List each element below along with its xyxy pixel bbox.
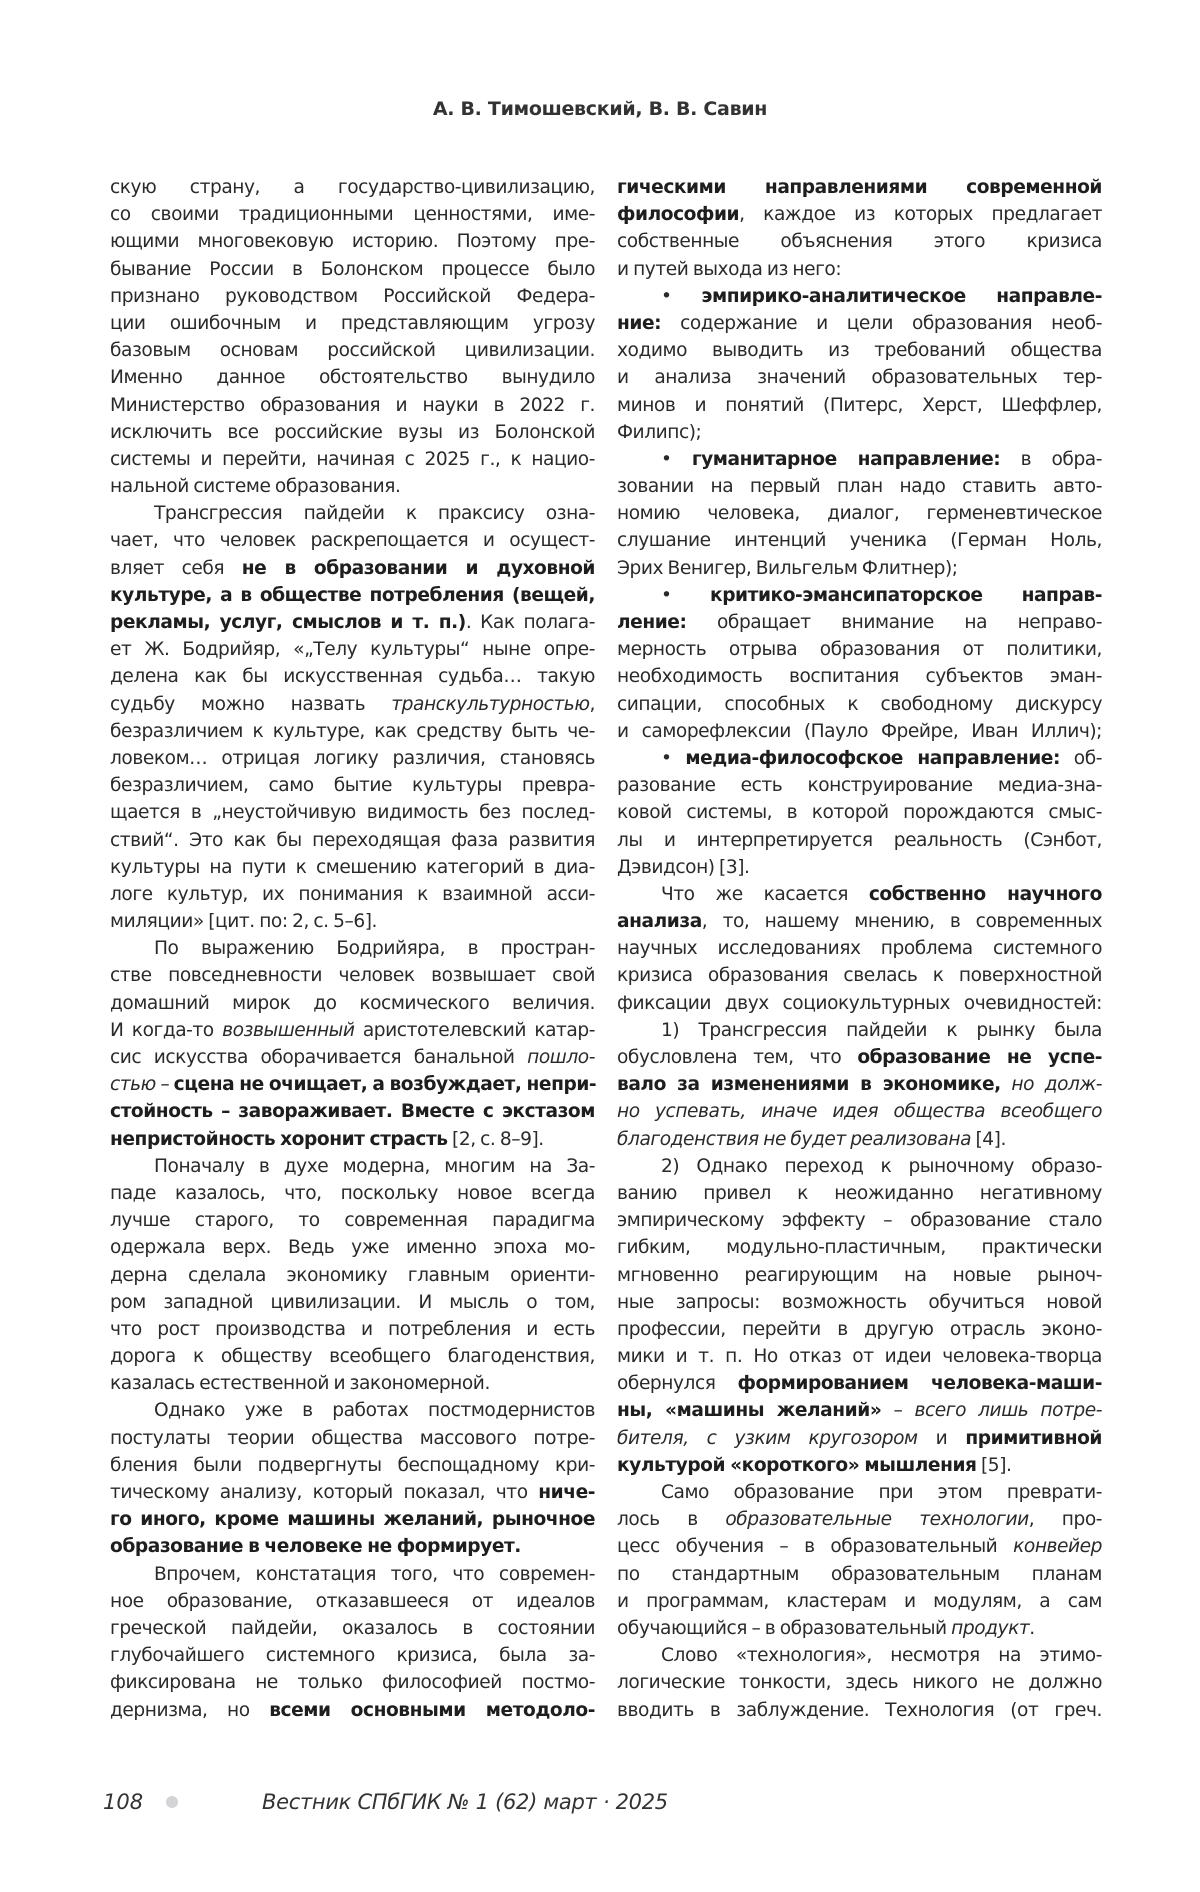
text-line — [617, 364, 1102, 391]
text-run: номию человека, диалог, герменевтическое — [617, 503, 1102, 525]
text-run: • — [661, 584, 711, 606]
text-line — [110, 609, 595, 636]
bold-text: ление: — [617, 612, 687, 633]
italic-text: транскультурностью — [391, 693, 590, 715]
text-line — [617, 691, 1102, 718]
text-line — [617, 1533, 1102, 1560]
text-run: системы и перейти, начиная с 2025 г., к нацио- — [110, 448, 595, 470]
text-run: ванию привел к неожиданно негативному — [617, 1182, 1102, 1204]
text-line — [617, 663, 1102, 690]
text-column-left — [110, 174, 595, 1724]
text-line — [110, 935, 595, 962]
text-run — [1001, 1074, 1012, 1095]
text-run: стве повседневности человек возвышает свой — [110, 965, 595, 987]
text-line — [110, 1370, 595, 1397]
text-line — [110, 174, 595, 201]
bold-text: сцена не очищает, а возбуждает, непри- — [173, 1074, 597, 1096]
text-run: мики и т. п. Но отказ от идеи человека-творца — [617, 1346, 1102, 1368]
bold-text: анализа — [617, 911, 702, 933]
text-line — [617, 337, 1102, 364]
bold-text: формированием человека-маши- — [737, 1373, 1102, 1395]
text-line — [110, 1479, 595, 1506]
text-line — [110, 1669, 595, 1696]
text-line — [617, 609, 1102, 636]
text-line — [617, 1561, 1102, 1588]
bold-text: образование в человеке не формирует. — [110, 1536, 521, 1558]
text-run: щается в „неустойчивую видимость без послед- — [110, 802, 595, 824]
text-line — [617, 745, 1102, 772]
text-run: профессии, перейти в другую отрасль эконо- — [617, 1318, 1102, 1340]
text-line — [617, 772, 1102, 799]
text-run: фиксации двух социокультурных очевидностей: — [617, 992, 1102, 1014]
bold-text: го иного, кроме машины желаний, рыночное — [110, 1509, 595, 1531]
text-line — [110, 1642, 595, 1669]
text-line — [617, 1370, 1102, 1397]
text-run: домашний мирок до космического величия. — [110, 992, 595, 1014]
text-run: базовым основам российской цивилизации. — [110, 340, 595, 362]
text-line — [110, 1207, 595, 1234]
text-run: 1) Трансгрессия пайдейи к рынку была — [661, 1019, 1102, 1041]
text-line — [617, 310, 1102, 337]
bold-text: философии — [617, 204, 740, 226]
text-run: Трансгрессия пайдейи к праксису озна- — [154, 503, 595, 525]
text-run: . — [1029, 1617, 1035, 1639]
text-line — [110, 799, 595, 826]
text-line — [617, 908, 1102, 935]
bold-text: всеми основными методоло- — [269, 1699, 595, 1721]
text-run: и путей выхода из него: — [617, 258, 842, 280]
text-line — [617, 1098, 1102, 1125]
text-line — [617, 854, 1102, 881]
text-line — [110, 1262, 595, 1289]
text-line — [617, 636, 1102, 663]
text-line — [110, 990, 595, 1017]
text-line — [617, 1425, 1102, 1452]
text-run: цесс обучения – в образовательный — [617, 1536, 1014, 1558]
text-line — [617, 1017, 1102, 1044]
text-run: тическому анализу, который показал, что — [110, 1482, 539, 1503]
text-line — [110, 555, 595, 582]
text-line — [617, 1262, 1102, 1289]
text-line — [110, 718, 595, 745]
text-run: делена как бы искусственная судьба… такую — [110, 666, 595, 688]
text-line — [617, 1588, 1102, 1615]
text-run: Поначалу в духе модерна, многим на За- — [154, 1155, 595, 1177]
text-line — [110, 1615, 595, 1642]
text-line — [110, 636, 595, 663]
text-run: разование есть конструирование медиа-зна- — [617, 775, 1102, 797]
text-run: вводить в заблуждение. Технология (от греч. — [617, 1699, 1102, 1721]
text-line — [110, 1098, 595, 1125]
text-line — [110, 1343, 595, 1370]
bold-text: ны, «машины желаний» — [617, 1400, 882, 1422]
page-number: 108 — [103, 1790, 144, 1814]
text-run: мгновенно реагирующим на новые рыноч- — [617, 1264, 1102, 1286]
text-run: кризиса образования свелась к поверхностной — [617, 965, 1102, 987]
text-run: лы и интерпретируется реальность (Сэнбот, — [617, 829, 1102, 851]
text-run: по стандартным образовательным планам — [617, 1563, 1102, 1585]
text-run: и анализа значений образовательных тер- — [617, 367, 1102, 389]
journal-issue-label: Вестник СПбГИК № 1 (62) март · 2025 — [262, 1790, 668, 1814]
italic-text: стью — [110, 1074, 156, 1096]
text-run: обусловлена тем, что — [617, 1047, 858, 1068]
text-line — [110, 1316, 595, 1343]
text-line — [110, 827, 595, 854]
text-line — [110, 908, 595, 935]
text-line — [617, 962, 1102, 989]
text-run: одержала верх. Ведь уже именно эпоха мо- — [110, 1237, 595, 1259]
text-line — [110, 962, 595, 989]
text-run: и саморефлексии (Пауло Фрейре, Иван Иллич); — [617, 720, 1102, 742]
text-line — [110, 1126, 595, 1153]
text-run: ром западной цивилизации. И мысль о том, — [110, 1291, 595, 1313]
text-line — [110, 854, 595, 881]
text-run: скую страну, а государство-цивилизацию, — [110, 177, 595, 198]
text-run: , про- — [1028, 1509, 1103, 1531]
text-line — [617, 527, 1102, 554]
text-run: [5]. — [976, 1454, 1012, 1476]
text-run: Дэвидсон) [3]. — [617, 856, 750, 878]
text-line — [110, 473, 595, 500]
text-line — [617, 419, 1102, 446]
text-run: об- — [1059, 747, 1102, 769]
text-run: Министерство образования и науки в 2022 г. — [110, 394, 595, 416]
italic-text: пошло- — [527, 1047, 595, 1068]
text-run: и программам, кластерам и модулям, а сам — [617, 1590, 1102, 1612]
text-run: обернулся — [617, 1373, 738, 1395]
italic-text: но долж- — [1011, 1074, 1103, 1096]
text-line — [617, 1669, 1102, 1696]
text-run: слушание интенций ученика (Герман Ноль, — [617, 530, 1102, 552]
text-line — [110, 1588, 595, 1615]
text-line — [617, 228, 1102, 255]
bold-text: ние: — [617, 312, 662, 334]
text-line — [617, 935, 1102, 962]
text-run: Филипс); — [617, 421, 702, 443]
text-line — [110, 419, 595, 446]
bold-text: образование не успе- — [857, 1047, 1102, 1068]
text-run: • — [661, 448, 692, 470]
bold-text: непристойность хоронит страсть — [110, 1128, 448, 1150]
text-line — [110, 1234, 595, 1261]
text-line — [617, 582, 1102, 609]
text-run: Однако уже в работах постмодернистов — [154, 1400, 595, 1422]
text-run: ходимо выводить из требований общества — [617, 340, 1102, 362]
bold-text: критико-эмансипаторское направ- — [710, 584, 1102, 606]
text-line — [110, 1506, 595, 1533]
text-run: мерность отрыва образования от политики, — [617, 639, 1102, 661]
text-run: , то, нашему мнению, в современных — [701, 911, 1102, 933]
text-run: чает, что человек раскрепощается и осущест- — [110, 530, 595, 552]
text-run: лучше старого, то современная парадигма — [110, 1210, 595, 1232]
text-line — [617, 1697, 1102, 1724]
text-run: . Как полага- — [465, 612, 596, 633]
text-run: Само образование при этом преврати- — [661, 1482, 1102, 1503]
text-line — [617, 1397, 1102, 1424]
bold-text: примитивной — [965, 1427, 1102, 1449]
text-run: – — [155, 1074, 174, 1096]
text-line — [110, 745, 595, 772]
text-run: ющими многовековую историю. Поэтому пре- — [110, 231, 595, 253]
text-line — [617, 799, 1102, 826]
text-run: и — [917, 1427, 966, 1449]
text-run: сипации, способных к свободному дискурсу — [617, 693, 1102, 715]
text-run: , каждое из которых предлагает — [739, 204, 1102, 226]
text-run: лось в — [617, 1509, 726, 1531]
text-line — [110, 663, 595, 690]
text-run: бления были подвергнуты беспощадному кри- — [110, 1454, 595, 1476]
text-line — [110, 1153, 595, 1180]
italic-text: всего лишь потре- — [914, 1400, 1102, 1422]
running-head-authors: А. В. Тимошевский, В. В. Савин — [432, 98, 768, 120]
text-run: дерна сделала экономику главным ориенти- — [110, 1264, 595, 1286]
text-run: – — [881, 1400, 915, 1422]
text-run: обращает внимание на неправо- — [686, 612, 1102, 633]
text-run: греческой пайдейи, оказалось в состоянии — [110, 1617, 595, 1639]
text-run: обучающийся – в образовательный — [617, 1617, 952, 1639]
text-line — [617, 1044, 1102, 1071]
text-line — [617, 1343, 1102, 1370]
text-line — [110, 256, 595, 283]
text-line — [617, 1289, 1102, 1316]
text-line — [110, 364, 595, 391]
text-line — [617, 1180, 1102, 1207]
text-column-right — [617, 174, 1102, 1724]
text-line — [110, 1561, 595, 1588]
text-run: гибким, модульно-пластичным, практически — [617, 1237, 1102, 1259]
text-line — [110, 500, 595, 527]
text-run: миляции» [цит. по: 2, с. 5–6]. — [110, 911, 377, 933]
bold-text: медиа-философское направление: — [685, 747, 1060, 769]
text-line — [110, 228, 595, 255]
text-run: аристотелевский катар- — [354, 1019, 595, 1041]
text-line — [110, 1289, 595, 1316]
text-run: ное образование, отказавшееся от идеалов — [110, 1590, 595, 1612]
text-run: ет Ж. Бодрийяр, «„Телу культуры“ ныне опре- — [110, 639, 595, 661]
text-run: 2) Однако переход к рыночному образо- — [661, 1155, 1102, 1177]
text-line — [110, 201, 595, 228]
text-run: Впрочем, констатация того, что современ- — [154, 1563, 595, 1585]
text-line — [617, 446, 1102, 473]
text-line — [617, 1234, 1102, 1261]
italic-text: возвышенный — [222, 1019, 355, 1041]
text-line — [617, 1126, 1102, 1153]
text-run: нальной системе образования. — [110, 476, 401, 498]
text-run: дернизма, но — [110, 1699, 270, 1721]
text-line — [110, 1452, 595, 1479]
text-run: в обра- — [1000, 448, 1102, 470]
text-line — [617, 1642, 1102, 1669]
text-line — [617, 1153, 1102, 1180]
text-line — [110, 446, 595, 473]
text-line — [110, 881, 595, 908]
text-line — [110, 1425, 595, 1452]
text-line — [617, 1615, 1102, 1642]
text-run: ции ошибочным и представляющим угрозу — [110, 312, 595, 334]
text-line — [617, 1479, 1102, 1506]
text-line — [110, 1697, 595, 1724]
text-run: • — [661, 285, 702, 307]
text-run: Именно данное обстоятельство вынудило — [110, 367, 595, 389]
text-run: вляет себя — [110, 557, 242, 579]
bold-text: стойность – завораживает. Вместе с экстазом — [110, 1101, 595, 1123]
text-run: дорога к обществу всеобщего благоденствия, — [110, 1346, 595, 1368]
text-line — [617, 718, 1102, 745]
text-run: По выражению Бодрийяра, в простран- — [154, 938, 595, 960]
page-footer — [0, 1790, 1200, 1820]
bold-text: гуманитарное направление: — [691, 448, 1001, 470]
text-run: собственные объяснения этого кризиса — [617, 231, 1102, 253]
text-run: фиксирована не только философией постмо- — [110, 1672, 595, 1694]
text-run: [4]. — [971, 1128, 1006, 1150]
text-run: зовании на первый план надо ставить авто- — [617, 476, 1102, 498]
italic-text: продукт — [951, 1617, 1030, 1639]
bold-text: культурой «короткого» мышления — [617, 1454, 977, 1476]
text-line — [617, 1071, 1102, 1098]
text-line — [110, 337, 595, 364]
text-run: необходимость воспитания субъектов эман- — [617, 666, 1102, 688]
bold-text: не в образовании и духовной — [241, 557, 595, 579]
text-line — [617, 283, 1102, 310]
text-line — [110, 772, 595, 799]
text-run: научных исследованиях проблема системного — [617, 938, 1102, 960]
italic-text: бителя, с узким кругозором — [617, 1427, 918, 1449]
italic-text: благоденствия не будет реализована — [617, 1128, 972, 1150]
text-line — [617, 256, 1102, 283]
text-run: безразличием, само бытие культуры превра- — [110, 775, 595, 797]
text-run: ловеком… отрицая логику различия, становясь — [110, 747, 595, 769]
text-run: Что же касается — [661, 883, 869, 905]
text-line — [110, 283, 595, 310]
text-run: Слово «технология», несмотря на этимо- — [661, 1645, 1102, 1667]
text-line — [617, 555, 1102, 582]
text-run: паде казалось, что, поскольку новое всегда — [110, 1182, 595, 1204]
text-run: ствий“. Это как бы переходящая фаза развития — [110, 829, 595, 851]
text-run: постулаты теории общества массового потре- — [110, 1427, 595, 1449]
text-run: бывание России в Болонском процессе было — [110, 258, 595, 280]
text-run: культуры на пути к смешению категорий в диа- — [110, 856, 595, 878]
text-line — [617, 392, 1102, 419]
text-line — [110, 1017, 595, 1044]
text-line — [617, 990, 1102, 1017]
text-run: ковой системы, в которой порождаются смыс- — [617, 802, 1102, 824]
bold-text: культуре, а в обществе потребления (вещей, — [110, 584, 595, 606]
text-run: И когда-то — [110, 1019, 223, 1041]
bold-text: эмпирико-аналитическое направле- — [701, 285, 1102, 307]
text-line — [110, 582, 595, 609]
text-run: , — [589, 693, 595, 715]
text-run: что рост производства и потребления и есть — [110, 1318, 595, 1340]
text-run: безразличием к культуре, как средству быть че- — [110, 720, 595, 742]
text-run: со своими традиционными ценностями, име- — [110, 204, 595, 226]
text-run: признано руководством Российской Федера- — [110, 285, 595, 307]
text-line — [110, 527, 595, 554]
text-line — [617, 827, 1102, 854]
text-line — [110, 1044, 595, 1071]
italic-text: конвейер — [1013, 1536, 1102, 1558]
text-line — [110, 1397, 595, 1424]
text-line — [110, 392, 595, 419]
text-line — [110, 310, 595, 337]
bold-text: вало за изменениями в экономике, — [617, 1074, 1001, 1096]
bold-text: ниче- — [538, 1482, 595, 1503]
text-run: сис искусства оборачивается банальной — [110, 1047, 528, 1068]
text-run: минов и понятий (Питерс, Херст, Шеффлер, — [617, 394, 1102, 416]
bold-text: гическими направлениями современной — [617, 177, 1102, 198]
text-line — [617, 201, 1102, 228]
text-line — [110, 1533, 595, 1560]
italic-text: образовательные технологии — [725, 1509, 1029, 1531]
text-run: исключить все российские вузы из Болонской — [110, 421, 595, 443]
bold-text: собственно научного — [868, 883, 1102, 905]
text-line — [110, 1071, 595, 1098]
text-line — [617, 500, 1102, 527]
text-run: судьбу можно назвать — [110, 693, 392, 715]
text-line — [617, 473, 1102, 500]
text-run: Эрих Венигер, Вильгельм Флитнер); — [617, 557, 958, 579]
separator-dot-icon — [166, 1796, 178, 1808]
text-run: содержание и цели образования необ- — [661, 312, 1102, 334]
text-run: казалась естественной и закономерной. — [110, 1373, 490, 1395]
italic-text: но успевать, иначе идея общества всеобщего — [617, 1101, 1102, 1123]
text-run: логе культур, их понимания к взаимной асси- — [110, 883, 595, 905]
text-line — [617, 1506, 1102, 1533]
text-run: логические тонкости, здесь никого не должно — [617, 1672, 1102, 1694]
text-line — [110, 1180, 595, 1207]
text-line — [617, 1452, 1102, 1479]
text-run: ные запросы: возможность обучиться новой — [617, 1291, 1102, 1313]
text-run: глубочайшего системного кризиса, была за- — [110, 1645, 595, 1667]
text-line — [110, 691, 595, 718]
text-line — [617, 881, 1102, 908]
text-line — [617, 174, 1102, 201]
text-run: • — [661, 747, 686, 769]
text-line — [617, 1207, 1102, 1234]
text-run: эмпирическому эффекту – образование стало — [617, 1210, 1102, 1232]
bold-text: рекламы, услуг, смыслов и т. п.) — [110, 612, 466, 633]
text-line — [617, 1316, 1102, 1343]
text-run: [2, с. 8–9]. — [447, 1128, 544, 1150]
